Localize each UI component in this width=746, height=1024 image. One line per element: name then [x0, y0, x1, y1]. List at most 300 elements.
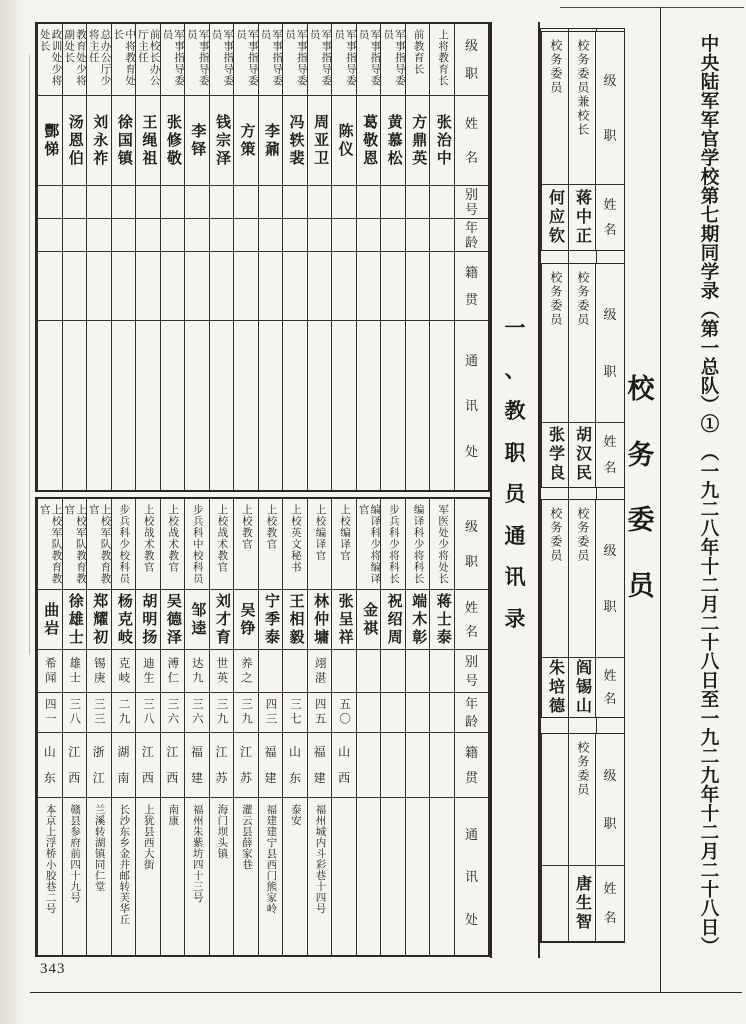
cell-address — [234, 797, 258, 955]
cell-address — [87, 320, 111, 490]
cell-age — [234, 692, 258, 732]
staff-record — [429, 24, 454, 490]
staff-record — [258, 24, 283, 490]
cell-name — [406, 95, 430, 185]
cell-committee-rank — [569, 500, 595, 657]
committee-header-name-text: 姓 名 — [603, 434, 617, 475]
cell-committee-name — [569, 422, 595, 486]
cell-address — [430, 797, 454, 955]
cell-age — [87, 218, 111, 251]
committee-name-text: 何应钦 — [546, 188, 564, 246]
staff-record — [380, 24, 405, 490]
cell-name — [259, 589, 283, 649]
age-text: 三六 — [190, 698, 203, 727]
cell-alias — [283, 185, 307, 218]
cell-name — [357, 95, 381, 185]
cell-name — [430, 95, 454, 185]
cell-name — [112, 589, 136, 649]
committee-member — [568, 32, 595, 250]
origin-text: 福 建 — [264, 745, 277, 785]
cell-address — [406, 797, 430, 955]
name-text: 王相毅 — [287, 592, 304, 647]
cell-name — [38, 95, 62, 185]
cell-name — [381, 589, 405, 649]
name-text: 周亚卫 — [312, 113, 329, 168]
cell-alias — [259, 649, 283, 692]
cell-name — [406, 589, 430, 649]
cell-address — [234, 320, 258, 490]
cell-address — [63, 797, 87, 955]
rank-text: 军事指导委员 — [259, 29, 283, 87]
cell-origin — [161, 732, 185, 797]
cell-alias — [234, 649, 258, 692]
address-text: 本京上浮桥小胶巷二号 — [44, 804, 56, 914]
committee-member — [568, 264, 595, 487]
cell-address — [259, 320, 283, 490]
cell-origin — [259, 251, 283, 320]
cell-origin — [234, 732, 258, 797]
staff-table-bottom — [35, 497, 490, 957]
cell-rank — [308, 24, 332, 95]
staff-record — [62, 24, 87, 490]
cell-age — [161, 692, 185, 732]
age-text: 三八 — [68, 698, 81, 727]
cell-alias — [283, 649, 307, 692]
cell-name — [63, 589, 87, 649]
cell-origin — [283, 732, 307, 797]
cell-alias — [430, 649, 454, 692]
cell-age — [185, 218, 209, 251]
cell-alias — [210, 649, 234, 692]
rank-text: 中将教育处长 — [112, 29, 136, 87]
cell-alias — [332, 649, 356, 692]
committee-rank-text: 校务委员兼校长 — [575, 39, 590, 137]
cell-alias — [112, 649, 136, 692]
name-text: 汤恩伯 — [66, 113, 83, 168]
address-text: 灌云县薛家巷 — [240, 804, 252, 870]
age-text: 三三 — [92, 698, 105, 727]
cell-alias — [332, 185, 356, 218]
cell-rank — [112, 24, 136, 95]
committee-table — [540, 28, 625, 943]
cell-origin — [406, 251, 430, 320]
cell-rank — [234, 24, 258, 95]
staff-record — [209, 499, 234, 955]
cell-origin — [357, 251, 381, 320]
cell-age — [381, 218, 405, 251]
staff-record — [233, 24, 258, 490]
cell-rank — [161, 499, 185, 589]
staff-record — [86, 499, 111, 955]
name-text: 方策 — [238, 122, 255, 159]
cell-committee-rank — [569, 264, 595, 422]
cell-origin — [381, 251, 405, 320]
committee-rank-text: 校务委员 — [548, 39, 563, 95]
cell-alias — [136, 649, 160, 692]
alias-text: 锡庚 — [92, 656, 105, 686]
header-column — [454, 24, 488, 490]
committee-header-rank-text: 级 职 — [603, 542, 617, 615]
cell-rank — [234, 499, 258, 589]
rank-text: 上校战术教官 — [167, 504, 179, 573]
cell-address — [136, 320, 160, 490]
committee-header-rank-text: 级 职 — [603, 73, 617, 143]
staff-table-top — [35, 22, 490, 492]
cell-committee-header-name — [596, 422, 624, 486]
name-text: 王绳祖 — [140, 113, 157, 168]
rank-text: 上校编译官 — [338, 504, 350, 562]
staff-record — [135, 499, 160, 955]
cell-rank — [63, 24, 87, 95]
cell-committee-header-name — [596, 865, 624, 940]
cell-rank — [430, 24, 454, 95]
committee-member — [541, 734, 568, 941]
staff-record — [160, 24, 185, 490]
name-text: 张呈祥 — [336, 592, 353, 647]
cell-rank — [406, 24, 430, 95]
committee-header-column — [595, 500, 624, 717]
name-text: 端木彰 — [410, 592, 427, 647]
committee-header-column — [595, 32, 624, 250]
cell-age — [406, 218, 430, 251]
origin-text: 浙 江 — [92, 745, 105, 785]
age-text: 三八 — [141, 698, 154, 727]
name-text: 酆悌 — [42, 122, 59, 159]
cell-name — [161, 589, 185, 649]
age-text: 四一 — [43, 698, 56, 727]
cell-name — [210, 95, 234, 185]
rank-text: 上将教育长 — [437, 29, 449, 87]
cell-age — [308, 218, 332, 251]
staff-record — [331, 499, 356, 955]
name-text: 葛敬恩 — [361, 113, 378, 168]
cell-origin — [161, 251, 185, 320]
committee-member — [568, 500, 595, 717]
cell-alias — [63, 649, 87, 692]
origin-text: 山 东 — [289, 745, 302, 785]
cell-name — [136, 589, 160, 649]
committee-block — [541, 263, 624, 488]
cell-rank — [112, 499, 136, 589]
cell-column-header-address — [455, 797, 488, 955]
name-text: 宁季泰 — [263, 592, 280, 647]
staff-record — [405, 24, 430, 490]
cell-address — [63, 320, 87, 490]
cell-origin — [63, 732, 87, 797]
cell-committee-name — [569, 865, 595, 940]
origin-text: 山 东 — [43, 745, 56, 785]
cell-address — [161, 797, 185, 955]
name-text: 冯轶裴 — [287, 113, 304, 168]
cell-age — [185, 692, 209, 732]
cell-committee-name — [542, 184, 568, 249]
cell-origin — [430, 732, 454, 797]
cell-age — [430, 692, 454, 732]
cell-committee-rank — [542, 32, 568, 184]
cell-address — [430, 320, 454, 490]
cell-address — [381, 797, 405, 955]
cell-committee-name — [542, 422, 568, 486]
cell-name — [210, 589, 234, 649]
rank-text: 步兵科中校科员 — [191, 504, 203, 585]
alias-text: 养之 — [239, 656, 252, 686]
committee-header-name-text: 姓 名 — [603, 667, 617, 707]
header-column — [454, 499, 488, 955]
cell-committee-header-name — [596, 657, 624, 716]
cell-address — [381, 320, 405, 490]
cell-origin — [185, 251, 209, 320]
address-text: 长沙东乡金井邮转芙华丘 — [118, 804, 130, 925]
committee-section-title: 校 务 委 员 — [627, 374, 655, 601]
cell-name — [283, 589, 307, 649]
cell-origin — [332, 251, 356, 320]
cell-origin — [210, 251, 234, 320]
committee-block — [541, 31, 624, 251]
name-text: 刘才育 — [213, 592, 230, 647]
name-text: 钱宗泽 — [213, 113, 230, 168]
cell-alias — [381, 649, 405, 692]
committee-member — [541, 32, 568, 250]
committee-header-column — [595, 734, 624, 941]
cell-alias — [381, 185, 405, 218]
staff-record — [184, 499, 209, 955]
staff-record — [307, 24, 332, 490]
cell-alias — [185, 649, 209, 692]
staff-record — [282, 499, 307, 955]
staff-record — [135, 24, 160, 490]
cell-address — [332, 797, 356, 955]
cell-age — [430, 218, 454, 251]
cell-rank — [406, 499, 430, 589]
staff-record — [62, 499, 87, 955]
address-text: 福州城内斗彩巷十四号 — [314, 804, 326, 914]
column-header-alias-text: 别 号 — [464, 654, 478, 688]
cell-age — [63, 218, 87, 251]
staff-record — [282, 24, 307, 490]
cell-age — [283, 218, 307, 251]
cell-address — [185, 797, 209, 955]
age-text: 四五 — [313, 698, 326, 727]
cell-alias — [210, 185, 234, 218]
cell-committee-rank — [542, 264, 568, 422]
cell-rank — [210, 24, 234, 95]
address-text: 南康 — [167, 804, 179, 826]
cell-name — [332, 589, 356, 649]
cell-name — [87, 589, 111, 649]
alias-text: 溥仁 — [166, 656, 179, 686]
rank-text: 军事指导委员 — [234, 29, 258, 87]
page-binding-edge-line — [29, 55, 30, 655]
origin-text: 福 建 — [190, 745, 203, 785]
cell-rank — [283, 24, 307, 95]
rank-text: 上校战术教官 — [216, 504, 228, 573]
rank-text: 前教育长 — [412, 29, 424, 75]
cell-age — [283, 692, 307, 732]
cell-name — [332, 95, 356, 185]
name-text: 胡明扬 — [140, 592, 157, 647]
alias-text: 世英 — [215, 656, 228, 686]
address-text: 泰安 — [289, 804, 301, 826]
cell-name — [308, 589, 332, 649]
cell-age — [308, 692, 332, 732]
rank-text: 军事指导委员 — [382, 29, 405, 87]
cell-address — [112, 797, 136, 955]
cell-rank — [308, 499, 332, 589]
cell-column-header-rank — [455, 499, 488, 589]
cell-address — [210, 797, 234, 955]
rank-text: 前校长办公厅主任 — [136, 29, 160, 87]
name-text: 金祺 — [361, 601, 378, 638]
name-text: 祝绍周 — [385, 592, 402, 647]
rank-text: 上校军队教育教官 — [38, 504, 62, 585]
cell-age — [357, 218, 381, 251]
cell-column-header-origin — [455, 251, 488, 320]
cell-origin — [185, 732, 209, 797]
rank-text: 政训处少将处长 — [38, 29, 62, 87]
cell-column-header-name — [455, 589, 488, 649]
column-header-address-text: 通 讯 处 — [464, 826, 478, 927]
cell-address — [185, 320, 209, 490]
alias-text: 迪生 — [141, 656, 154, 686]
cell-committee-rank — [569, 734, 595, 865]
cell-age — [112, 218, 136, 251]
committee-rank-text: 校务委员 — [575, 271, 590, 327]
age-text: 三六 — [166, 698, 179, 727]
name-text: 方鼎英 — [410, 113, 427, 168]
address-text: 福州朱紫坊四十三号 — [191, 804, 203, 903]
cell-address — [357, 797, 381, 955]
staff-record — [380, 499, 405, 955]
staff-record — [37, 499, 62, 955]
cell-alias — [308, 185, 332, 218]
committee-member — [541, 264, 568, 487]
cell-origin — [357, 732, 381, 797]
alias-text: 雄士 — [68, 656, 81, 686]
cell-name — [136, 95, 160, 185]
cell-rank — [357, 499, 381, 589]
cell-age — [381, 692, 405, 732]
cell-rank — [136, 24, 160, 95]
cell-rank — [87, 24, 111, 95]
committee-rank-text: 校务委员 — [548, 271, 563, 327]
cell-rank — [185, 24, 209, 95]
cell-rank — [430, 499, 454, 589]
cell-rank — [259, 24, 283, 95]
cell-alias — [63, 185, 87, 218]
committee-header-rank-text: 级 职 — [603, 307, 617, 379]
name-text: 徐国镇 — [115, 113, 132, 168]
committee-rank-text: 校务委员 — [548, 507, 563, 563]
committee-block — [541, 733, 624, 942]
name-text: 邹逵 — [189, 601, 206, 638]
cell-alias — [112, 185, 136, 218]
staff-record — [258, 499, 283, 955]
committee-block — [541, 499, 624, 718]
address-text: 福建建宁县西门熊家岭 — [265, 804, 277, 914]
cell-column-header-alias — [455, 649, 488, 692]
cell-alias — [357, 185, 381, 218]
alias-text: 翊湛 — [313, 656, 326, 686]
cell-committee-name — [569, 184, 595, 249]
cell-address — [308, 797, 332, 955]
cell-name — [87, 95, 111, 185]
committee-name-text: 阎锡山 — [573, 658, 591, 716]
staff-record — [209, 24, 234, 490]
address-text: 上犹县西大街 — [142, 804, 154, 870]
alias-text: 希闻 — [43, 656, 56, 686]
cell-column-header-name — [455, 95, 488, 185]
rank-text: 上校军队教育教官 — [87, 504, 111, 585]
cell-address — [283, 797, 307, 955]
cell-column-header-alias — [455, 185, 488, 218]
bottom-rule-line — [30, 992, 742, 993]
address-text: 赣县参府前四十九号 — [69, 804, 81, 903]
cell-alias — [161, 649, 185, 692]
age-text: 三九 — [239, 698, 252, 727]
rank-text: 上校军队教育教官 — [63, 504, 87, 585]
cell-age — [112, 692, 136, 732]
column-header-name-text: 姓 名 — [464, 600, 478, 639]
name-text: 张修敬 — [164, 113, 181, 168]
cell-name — [259, 95, 283, 185]
cell-age — [332, 692, 356, 732]
origin-text: 福 建 — [313, 745, 326, 785]
cell-committee-rank — [542, 734, 568, 865]
name-text: 林仲墉 — [312, 592, 329, 647]
column-header-address-text: 通 讯 处 — [464, 352, 478, 459]
cell-age — [259, 218, 283, 251]
cell-column-header-rank — [455, 24, 488, 95]
column-header-name-text: 姓 名 — [464, 116, 478, 165]
cell-name — [185, 95, 209, 185]
committee-name-text: 蒋中正 — [573, 188, 591, 246]
staff-record — [160, 499, 185, 955]
name-text: 郑耀初 — [91, 592, 108, 647]
cell-origin — [210, 732, 234, 797]
name-text: 黄慕松 — [385, 113, 402, 168]
cell-name — [63, 95, 87, 185]
section-label: 一 、 教 职 员 通 讯 录 — [504, 316, 526, 631]
cell-address — [406, 320, 430, 490]
cell-column-header-age — [455, 692, 488, 732]
cell-committee-name — [569, 657, 595, 716]
rank-text: 上校教官 — [265, 504, 277, 550]
committee-name-text: 胡汉民 — [573, 426, 591, 483]
cell-committee-name — [542, 657, 568, 716]
cell-alias — [406, 649, 430, 692]
name-text: 李鼐 — [263, 122, 280, 159]
age-text: 三七 — [289, 698, 302, 727]
rank-text: 上校教官 — [240, 504, 252, 550]
cell-age — [234, 218, 258, 251]
alias-text: 达九 — [190, 656, 203, 686]
cell-rank — [38, 24, 62, 95]
cell-alias — [185, 185, 209, 218]
cell-rank — [381, 24, 405, 95]
cell-age — [136, 218, 160, 251]
cell-address — [357, 320, 381, 490]
cell-address — [38, 320, 62, 490]
origin-text: 江 苏 — [239, 745, 252, 785]
cell-age — [332, 218, 356, 251]
name-text: 曲岩 — [42, 601, 59, 638]
cell-address — [210, 320, 234, 490]
cell-address — [308, 320, 332, 490]
cell-address — [259, 797, 283, 955]
staff-record — [86, 24, 111, 490]
committee-header-column — [595, 264, 624, 487]
cell-column-header-origin — [455, 732, 488, 797]
